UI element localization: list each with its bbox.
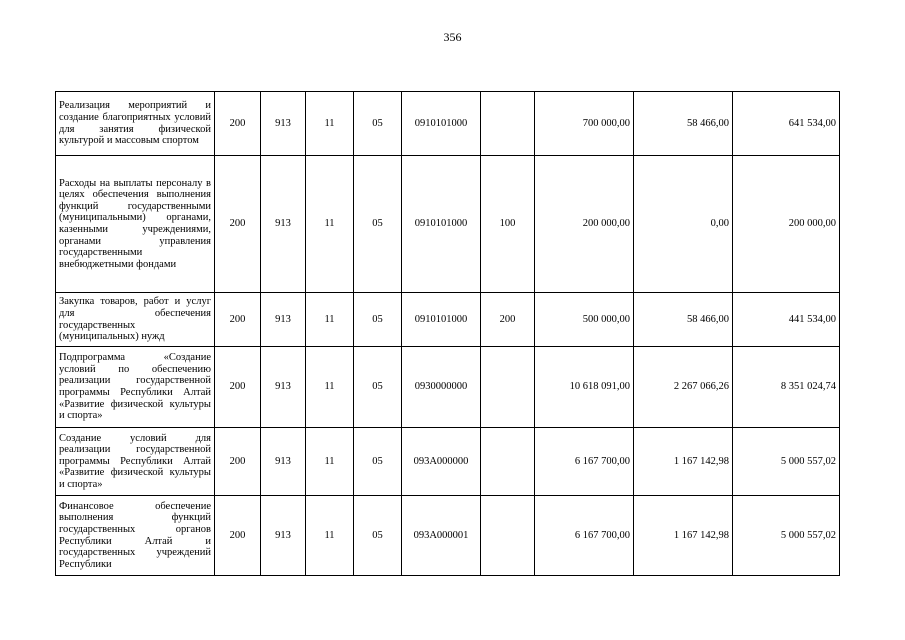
row-subsection: 05 — [354, 496, 402, 576]
row-remainder-amount: 441 534,00 — [733, 293, 840, 347]
row-expense-type — [481, 428, 535, 496]
row-ministry: 913 — [261, 156, 306, 293]
row-remainder-amount: 8 351 024,74 — [733, 347, 840, 428]
row-planned-amount: 10 618 091,00 — [535, 347, 634, 428]
row-planned-amount: 200 000,00 — [535, 156, 634, 293]
row-target-article: 0910101000 — [402, 293, 481, 347]
row-name: Реализация мероприятий и создание благоприятных условий для занятия физической культурой и массовым спортом — [56, 92, 215, 156]
row-section: 11 — [306, 428, 354, 496]
row-subsection: 05 — [354, 347, 402, 428]
row-ministry: 913 — [261, 496, 306, 576]
row-code: 200 — [215, 92, 261, 156]
row-planned-amount: 700 000,00 — [535, 92, 634, 156]
row-remainder-amount: 5 000 557,02 — [733, 428, 840, 496]
row-executed-amount: 2 267 066,26 — [634, 347, 733, 428]
row-remainder-amount: 5 000 557,02 — [733, 496, 840, 576]
row-subsection: 05 — [354, 293, 402, 347]
row-section: 11 — [306, 293, 354, 347]
table-row — [56, 92, 840, 156]
row-subsection: 05 — [354, 92, 402, 156]
row-planned-amount: 6 167 700,00 — [535, 428, 634, 496]
row-expense-type — [481, 92, 535, 156]
table-row — [56, 347, 840, 428]
row-planned-amount: 6 167 700,00 — [535, 496, 634, 576]
row-subsection: 05 — [354, 428, 402, 496]
row-target-article: 0910101000 — [402, 92, 481, 156]
row-code: 200 — [215, 156, 261, 293]
row-planned-amount: 500 000,00 — [535, 293, 634, 347]
row-code: 200 — [215, 428, 261, 496]
row-ministry: 913 — [261, 92, 306, 156]
row-code: 200 — [215, 293, 261, 347]
row-name: Подпрограмма «Создание условий по обеспечению реализации государственной программы Республики Алтай «Развитие физической культуры и спорта» — [56, 347, 215, 428]
table-row — [56, 496, 840, 576]
row-name: Финансовое обеспечение выполнения функций государственных органов Республики Алтай и государственных учреждений Республики — [56, 496, 215, 576]
row-expense-type — [481, 496, 535, 576]
row-executed-amount: 58 466,00 — [634, 293, 733, 347]
row-section: 11 — [306, 156, 354, 293]
row-target-article: 093А000000 — [402, 428, 481, 496]
row-executed-amount: 1 167 142,98 — [634, 428, 733, 496]
row-section: 11 — [306, 496, 354, 576]
row-code: 200 — [215, 347, 261, 428]
row-ministry: 913 — [261, 293, 306, 347]
row-expense-type: 200 — [481, 293, 535, 347]
row-target-article: 093А000001 — [402, 496, 481, 576]
page-number: 356 — [443, 30, 462, 44]
table-body — [56, 92, 840, 576]
table-row — [56, 428, 840, 496]
table-row — [56, 293, 840, 347]
row-name: Закупка товаров, работ и услуг для обеспечения государственных (муниципальных) нужд — [56, 293, 215, 347]
row-target-article: 0930000000 — [402, 347, 481, 428]
row-code: 200 — [215, 496, 261, 576]
table-row — [56, 156, 840, 293]
row-ministry: 913 — [261, 347, 306, 428]
row-name: Расходы на выплаты персоналу в целях обеспечения выполнения функций государственными (муниципальными) органами, казенными учреждениями, органами управления государственными внебюджетными фондами — [56, 156, 215, 293]
budget-table — [55, 91, 840, 576]
row-executed-amount: 0,00 — [634, 156, 733, 293]
row-section: 11 — [306, 347, 354, 428]
row-ministry: 913 — [261, 428, 306, 496]
row-name: Создание условий для реализации государственной программы Республики Алтай «Развитие физической культуры и спорта» — [56, 428, 215, 496]
row-executed-amount: 58 466,00 — [634, 92, 733, 156]
row-target-article: 0910101000 — [402, 156, 481, 293]
row-expense-type: 100 — [481, 156, 535, 293]
row-remainder-amount: 200 000,00 — [733, 156, 840, 293]
row-remainder-amount: 641 534,00 — [733, 92, 840, 156]
row-expense-type — [481, 347, 535, 428]
row-section: 11 — [306, 92, 354, 156]
row-executed-amount: 1 167 142,98 — [634, 496, 733, 576]
row-subsection: 05 — [354, 156, 402, 293]
